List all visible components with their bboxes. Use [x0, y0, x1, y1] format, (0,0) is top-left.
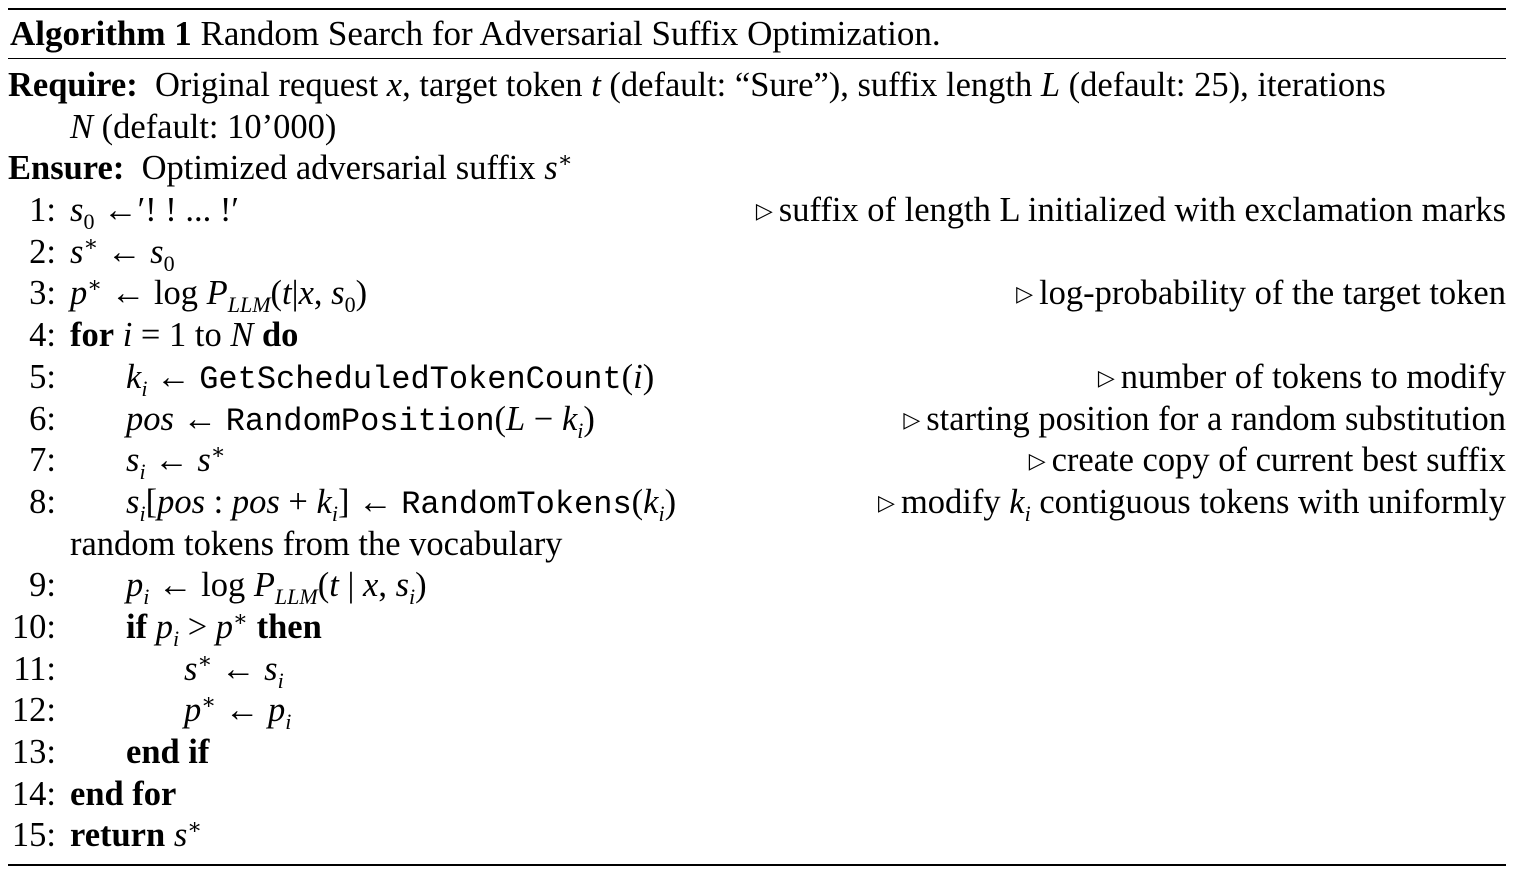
- line-comment: ▷ suffix of length L initialized with exclamation marks: [755, 191, 1506, 230]
- var-t: t: [591, 66, 601, 104]
- comment-triangle-icon: ▷: [1028, 448, 1046, 474]
- line-11: [8, 649, 1506, 691]
- line-14: [8, 774, 1506, 816]
- line-10: [8, 607, 1506, 649]
- var-x: x: [386, 66, 403, 104]
- require-text-d: (default: 25), iterations: [1060, 66, 1386, 104]
- algorithm-block: [8, 8, 1506, 857]
- function-name: RandomTokens: [401, 485, 632, 523]
- line-code: for i = 1 to N do: [70, 316, 299, 355]
- line-code: if $p_i > p^∗$ then: [126, 606, 322, 651]
- line-12: [8, 689, 1506, 735]
- comment-triangle-icon: ▷: [755, 198, 773, 224]
- line-number: 2:: [29, 232, 56, 271]
- line-9: [8, 565, 1506, 610]
- line-code: p∗ ← $\log P_{LLM}(t|x$, $s_0$): [70, 272, 368, 318]
- comment-triangle-icon: ▷: [1016, 281, 1034, 307]
- line-4: [8, 315, 1506, 357]
- var-N: N: [70, 107, 94, 146]
- line-code: return s∗: [70, 814, 203, 855]
- line-8: [8, 482, 1506, 524]
- require-label: Require:: [8, 66, 138, 104]
- line-comment: ▷ modify $k_i$ contiguous tokens with uniformly: [878, 482, 1506, 526]
- line-code: s∗ ← $s_i$: [184, 647, 284, 693]
- algorithm-label: Algorithm 1: [10, 14, 192, 53]
- require-text-c: (default: “Sure”), suffix length: [600, 66, 1041, 104]
- line-number: 4:: [29, 316, 56, 355]
- line-code: $k_i$ ← GetScheduledTokenCount(i): [126, 357, 655, 401]
- require-text-b: , target token: [402, 66, 592, 104]
- require-line: [8, 65, 1506, 107]
- line-code: pos ← RandomPosition(L − $k_i$): [126, 399, 595, 443]
- bottom-rule: [8, 864, 1506, 866]
- line-number: 12:: [11, 691, 56, 730]
- line-8-continuation: random tokens from the vocabulary: [70, 524, 563, 563]
- ensure-line: Ensure: Optimized adversarial suffix s∗: [8, 147, 573, 188]
- require-text-a: Original request: [154, 66, 387, 104]
- line-number: 8:: [29, 482, 56, 521]
- line-code: $p_i$ ← $\log P_{LLM}(t$ | x, $s_i$): [126, 566, 427, 610]
- line-comment: ▷ starting position for a random substitution: [903, 399, 1506, 438]
- comment-triangle-icon: ▷: [878, 489, 895, 515]
- algorithm-caption: [8, 10, 1506, 58]
- line-15: [8, 815, 1506, 857]
- line-5: [8, 357, 1506, 399]
- require-text-e: (default: 10’000): [93, 107, 337, 146]
- line-comment: ▷ number of tokens to modify: [1097, 357, 1506, 396]
- algorithm-body: [8, 59, 1506, 857]
- require-continuation: [8, 107, 1506, 149]
- comment-triangle-icon: ▷: [1097, 364, 1115, 390]
- var-s-star: s: [544, 149, 558, 188]
- line-6: [8, 399, 1506, 441]
- line-code: end if: [126, 733, 210, 772]
- line-number: 3:: [29, 274, 56, 313]
- line-3: [8, 272, 1506, 318]
- line-code: end for: [70, 774, 177, 813]
- line-code: $s_i$ ← s∗: [126, 439, 226, 485]
- line-number: 6:: [29, 399, 56, 438]
- line-number: 9:: [29, 566, 56, 605]
- line-code: $s_i[pos$ : pos + $k_i$] ← $RandomTokens(k_i)$: [126, 482, 677, 526]
- line-number: 1:: [29, 191, 56, 230]
- line-code: s∗ ← $s_0$: [70, 230, 175, 276]
- line-comment: ▷ create copy of current best suffix: [1028, 441, 1506, 480]
- ensure-text: Optimized adversarial suffix: [141, 149, 545, 188]
- algorithm-title: Random Search for Adversarial Suffix Optimization.: [200, 14, 941, 53]
- line-comment: ▷ log-probability of the target token: [1016, 274, 1506, 313]
- line-number: 15:: [11, 816, 56, 855]
- line-code: p∗ ← $p_i$: [184, 689, 292, 735]
- ensure-label: Ensure:: [8, 149, 125, 188]
- line-13: [8, 732, 1506, 774]
- line-number: 13:: [11, 733, 56, 772]
- line-2: [8, 232, 1506, 274]
- line-1: [8, 190, 1506, 235]
- line-number: 5:: [29, 357, 56, 396]
- comment-triangle-icon: ▷: [903, 406, 921, 432]
- line-code: $s_0$ ←′! ! ... !′: [70, 191, 239, 235]
- line-number: 7:: [29, 441, 56, 480]
- line-number: 14:: [11, 774, 56, 813]
- line-number: 10:: [11, 608, 56, 646]
- line-7: [8, 439, 1506, 485]
- function-name: GetScheduledTokenCount: [199, 360, 622, 398]
- line-number: 11:: [13, 649, 56, 688]
- function-name: RandomPosition: [225, 402, 495, 440]
- var-L: L: [1040, 66, 1061, 104]
- exclamation-string: ′! ! ... !′: [137, 191, 239, 230]
